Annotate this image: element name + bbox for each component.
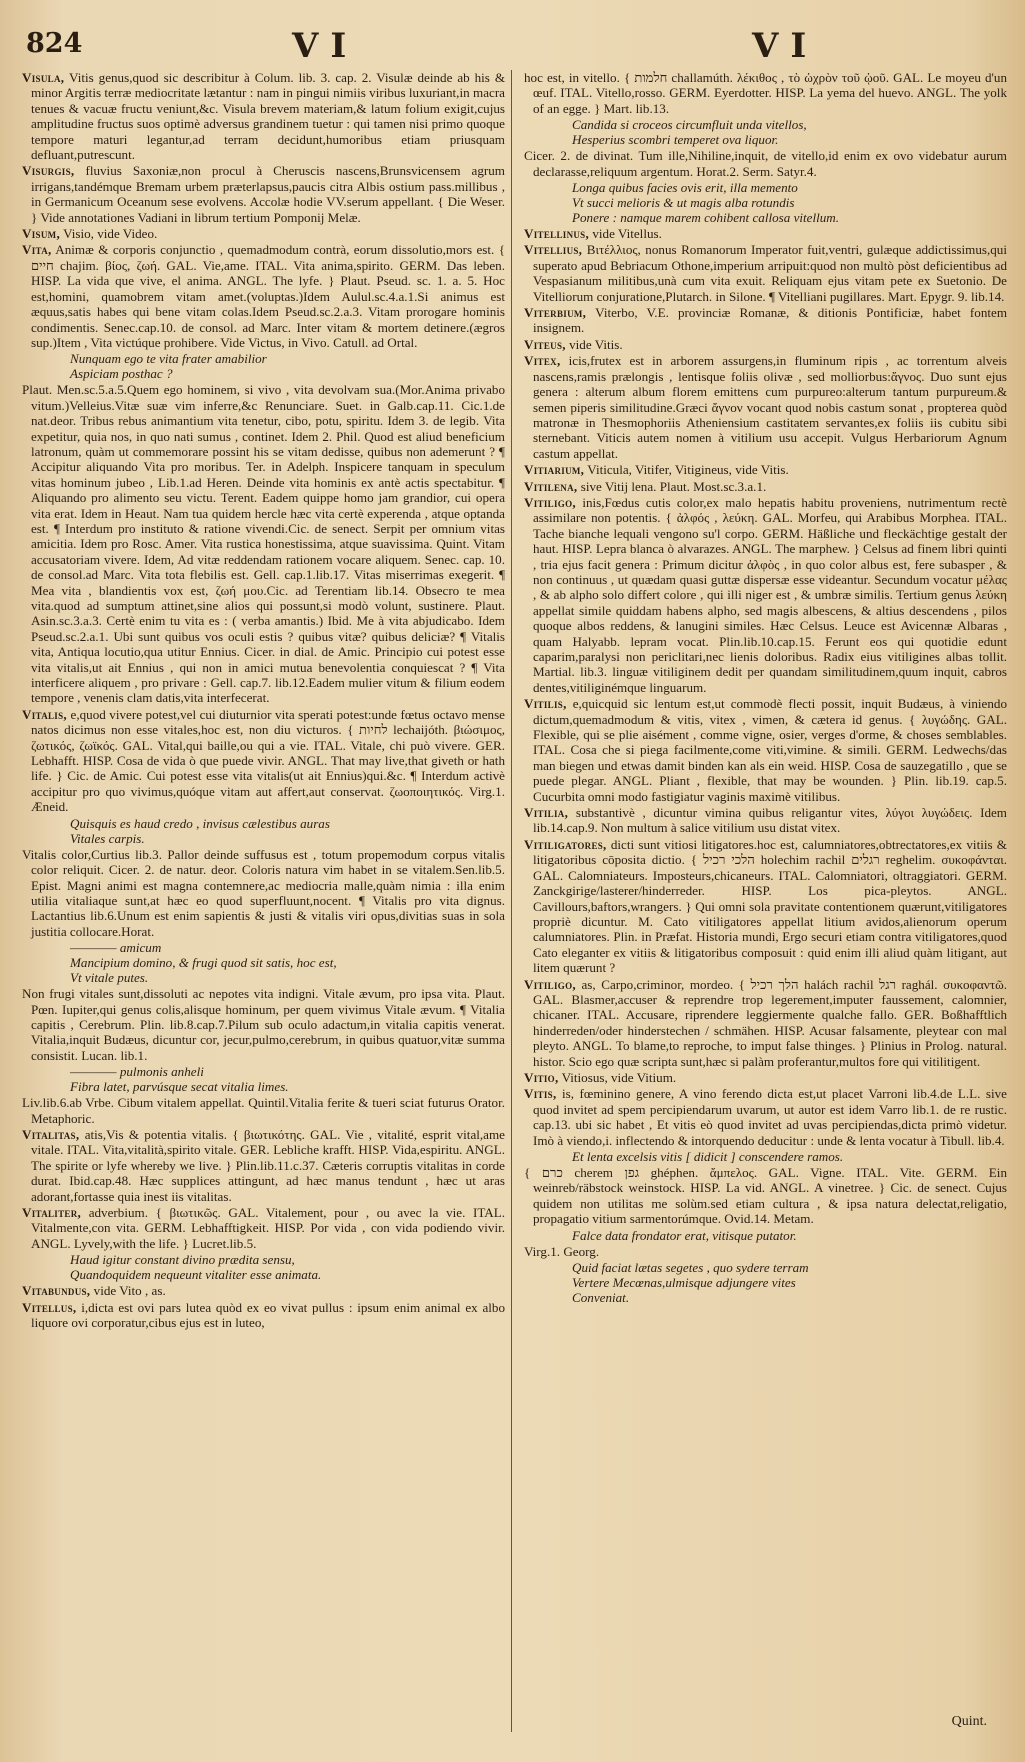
entry-paragraph: [524, 148, 1007, 179]
headword: Vitiligo,: [524, 494, 576, 510]
dictionary-entry: [524, 805, 1007, 836]
entry-text: adverbium. { βιωτικῶς. GAL. Vitalement, pour , ou avec la vie. ITAL. Vitalmente,con vita. GERM. Lebhafftigkeit. HISP. Por vida , con vida podiendo vivir. ANGL. Lyvely,with the life. } Lucret.lib.5.: [31, 1205, 505, 1251]
verse-line: Vt vitale putes.: [70, 970, 149, 986]
verse-quote: [524, 1228, 1007, 1243]
headword: Viterbium,: [524, 305, 587, 321]
dictionary-entry: [524, 305, 1007, 336]
dictionary-entry: [524, 337, 1007, 352]
entry-text: sive Vitij lena. Plaut. Most.sc.3.a.1.: [580, 478, 767, 494]
entry-paragraph: [22, 986, 505, 1063]
dictionary-entry: [22, 163, 505, 225]
running-head-right: VI: [752, 26, 819, 66]
entry-text: i,dicta est ovi pars lutea quòd ex eo vivat pullus : ipsum enim animal ex albo liquore ovi corporatur,cibus ejus est in luteo,: [31, 1299, 505, 1331]
entry-text: Vitis genus,quod sic describitur à Colum. lib. 3. cap. 2. Visulæ deinde ab his & minor Argitis terræ mediocritate lætantur : nam in pingui nimiis viribus luxuriant,in macra tenues & vacuæ fructu veniunt,&c. Visula brevem materiam,& latum folium exigit,cujus amplitudine fructus suos optimè adversus grandinem tuetur : qui tamen nisi primo quoque tempore maturi legantur,ad terram decidunt,humoribus etiam priusquam defluant,putrescunt.: [31, 70, 505, 163]
headword: Vitilena,: [524, 478, 578, 494]
entry-text: Liv.lib.6.ab Vrbe. Cibum vitalem appellat. Quintil.Vitalia ferite & tueri sciat futurus Orator. Metaphoric.: [22, 1095, 505, 1126]
headword: Vitalitas,: [22, 1126, 80, 1142]
entry-text: is, fœminino genere, A vino ferendo dicta est,ut placet Varroni lib.4.de L.L. sive quod invitet ad spem percipiendarum uvarum, ut autor est idem Varro lib.1. de re rustic. cap.13. ubi sic habet , Et vitis eò quod invitet ad uvas percipiendas,dicta primò videtur. Imò à viendo,i. inflectendo & intorquendo deducitur : unde & lenta vocatur à Tibull. lib.4.: [533, 1086, 1007, 1148]
verse-line: Hesperius scombri temperet ova liquor.: [572, 132, 779, 148]
entry-text: vide Vitellus.: [592, 226, 662, 242]
entry-paragraph: [524, 70, 1007, 116]
entry-text: { כרם cherem גפן ghéphen. ἄμπελος. GAL. Vigne. ITAL. Vite. GERM. Ein weinreb/räbstock weinstock. HISP. La vid. ANGL. A vinetree. } Cic. de senect. Cujus quidem non utilitas me solùm.sed etiam cultura , & ipsa natura delectat,religatio, propagatio vitium sarmentorúmque. Ovid.14. Metam.: [524, 1165, 1007, 1227]
headword: Vitilis,: [524, 696, 567, 712]
entry-paragraph: [22, 847, 505, 939]
headword: Vitiligatores,: [524, 836, 607, 852]
verse-line: ———— pulmonis anheli: [70, 1064, 204, 1080]
verse-line: Falce data frondator erat, vitisque putator.: [572, 1227, 797, 1243]
dictionary-entry: [22, 70, 505, 162]
entry-paragraph: [524, 1244, 1007, 1259]
entry-text: e,quod vivere potest,vel cui diuturnior vita sperati potest:unde fœtus octavo mense natos dicimus non esse vitales,hoc est, non diu victuros. { לחיות lechaijóth. βιώσιμος, ζωτικός, ζωϊκός. GAL. Vital,qui baille,ou qui a vie. ITAL. Vitale, chi può vivere. GER. Lebhafft. HISP. Cosa de vida ò que puede vivir. ANGL. That may live,that giveth or hath life. } Cic. de Amic. Cui potest esse vita vitalis(ut ait Ennius)qui.&c. ¶ Interdum activè accipitur pro quo vivimus,quóque vitam aut affert,aut conservat. ζωοποιητικός. Virg.1. Æneid.: [31, 706, 505, 815]
entry-text: as, Carpo,criminor, mordeo. { הלך רכיל halách rachil רגל raghál. συκοφαντῶ. GAL. Blasmer,accuser & reprendre trop legerement,imputer faussement, calomnier, chicaner. ITAL. Accusare, riprendere leggiermente qualche fallo. GER. Boßhafftlich hinderreden/oder hinderstechen / schmähen. HISP. Acusar falsamente, pleytear con mal pleyto. ANGL. To blame,to reproche, to imput false thinges. } Plinius in Prolog. natural. histor. Scio ego quæ scripta sunt,hæc si palàm proferantur,multos fore qui vitilitigent.: [533, 976, 1007, 1069]
verse-line: Longa quibus facies ovis erit, illa memento: [572, 180, 798, 196]
entry-text: Animæ & corporis conjunctio , quemadmodum contrà, eorum dissolutio,mors est. { חיים chajim. βίος, ζωή. GAL. Vie,ame. ITAL. Vita anima,spirito. GERM. Das leben. HISP. La vida que vive, el anima. ANGL. The lyfe. } Plaut. Pseud. sc. 1. a. 5. Hoc est,homini, quamobrem vitam amet.(voluptas.)Idem Aulul.sc.4.a.1.Si animus est æquus,satis habes qui bene vitam colas.Idem Pseud.sc.2.a.3. Vitam prorogare hominis condimentis. Senec.cap.10. de consol. ad Marc. Inter vitam & mortem detinere.(ægros sup.)Item , Vita victúque prohibere. Vide Victus, in Vivo. Catull. ad Ortal.: [31, 242, 505, 350]
entry-text: Cicer. 2. de divinat. Tum ille,Nihiline,inquit, de vitello,id enim ex ovo videbatur aurum declarasse,reliquum argentum. Horat.2. Serm. Satyr.4.: [524, 148, 1007, 179]
entry-text: dicti sunt vitiosi litigatores.hoc est, calumniatores,obtrectatores,ex vitiis & litigatoribus cōposita dictio. { הלכי רכיל holechim rachil רגלים reghelim. συκοφάνται. GAL. Calomniateurs. Imposteurs,chicaneurs. ITAL. Calomniatori, oltraggiatori. GERM. Zanckgirige/lasterer/hinderreder. HISP. Los pica-pleytos. ANGL. Cavillours,baftors,wrangers. } Qui omni sola pravitate contentionem quærunt,vitiligatores propriè dicuntur. M. Cato vitiligatores appellat litium avidos,alienorum operum calumniatores. Plin. in Præfat. Historia mundi, Ergo securi etiam contra vitiligatores,quod Cato eleganter ex vitiis & litigatoribus composuit : quid enim illi aliud quàm litigant, aut litem quærunt ?: [533, 836, 1007, 976]
entry-text: substantivè , dicuntur vimina quibus religantur vites, λύγοι λυγώδεις. Idem lib.14.cap.9. Non multum à salice vitilium usu distat vitex.: [533, 805, 1007, 836]
dictionary-entry: [524, 353, 1007, 461]
entry-text: Βιτέλλιος, nonus Romanorum Imperator fuit,ventri, gulæque addictissimus,qui superato apud Bebriacum Othone,imperium arripuit:quod non multò pòst deficientibus ad Vespasianum militibus,unà cum vita exuit. Reliquam ejus vitam pete ex Suetonio. De Vitelliorum conjuratione,Plutarch. in Silone. ¶ Vitelliani pugillares. Mart. Epygr. 9. lib.14.: [533, 242, 1007, 304]
headword: Vitabundus,: [22, 1283, 91, 1299]
verse-line: Haud igitur constant divino prædita sensu,: [70, 1252, 295, 1268]
verse-line: Mancipium domino, & frugi quod sit satis, hoc est,: [70, 955, 337, 971]
dictionary-entry: [524, 462, 1007, 477]
verse-quote: [524, 1149, 1007, 1164]
page-header: [22, 24, 1003, 72]
headword: Vitiarium,: [524, 462, 585, 478]
entry-text: Non frugi vitales sunt,dissoluti ac nepotes vita indigni. Vitale ævum, pro ipsa vita. Plaut. Pœn. Iupiter,qui genus colis,alisque hominum, per quem vivimus Vitale ævum. ¶ Vitalia capitis , Cerebrum. Plin. lib.8.cap.7.Pilum sub oculo adactum,in vitalia capitis venerat. Vitalia,inquit Budæus, dicuntur cor, jecur,pulmo,cerebrum, in quibus quatuor,vitæ summa consistit. Lucan. lib.1.: [22, 986, 505, 1063]
verse-quote: [22, 351, 505, 381]
verse-line: Quisquis es haud credo , invisus cælestibus auras: [70, 815, 330, 831]
verse-line: Conveniat.: [572, 1290, 630, 1306]
dictionary-entry: [22, 226, 505, 241]
dictionary-entry: [22, 1127, 505, 1204]
verse-quote: [524, 1260, 1007, 1305]
entry-paragraph: [22, 382, 505, 706]
dictionary-entry: [524, 495, 1007, 695]
dictionary-entry: [22, 1283, 505, 1298]
entry-text: Plaut. Men.sc.5.a.5.Quem ego hominem, si vivo , vita devolvam sua.(Mor.Anima privabo vitum.)Velleius.Vitæ suæ vim inferre,&c Renunciare. Suet. in Galb.cap.11. Cic.1.de nat.deor. Tribus rebus animantium vita tenetur, cibo, potu, spiritu. Idem 3. de legib. Vita expetitur, quia nos, in quo nati sumus , continet. Idem 2. Phil. Quod est aliud beneficium latronum, quàm ut commemorare possint his se vitam dedisse, quibus non ademerunt ? ¶ Accipitur aliquando Vita pro moribus. Ter. in Adelph. Inspicere tanquam in speculum vitas hominum jubeo , Lib.1.ad Heren. Deinde vita hominis ex antè actis spectabitur. ¶ Aliquando pro alimento seu victu. Terent. Eadem quippe homo jam grandior, cui opera vita erat. Idem in Heaut. Nam tua quidem hercle hæc vita certè experenda , atque optanda est. ¶ Interdum pro instituto & ratione vivendi.Cic. de senect. Serpit per omnium vitas amicitia. Idem pro Rosc. Amer. Vita rustica honestissima, atque suavissima. Quint. Vitam accusatoriam vivere. Idem, Ad vitæ reddendam rationem vocare aliquem. Senec. cap. 10. de consol.ad Marc. Vita tota flebilis est. Gell. cap.1.lib.17. Vitas miserrimas exegerit. ¶ Mea vita , blandientis vox est, ζωή μου.Cic. ad Terentiam lib.14. Obsecro te mea vita.quod ad sumptum attinet,sine alios qui possunt,si modò volunt, sustinere. Plaut. Asin.sc.3.a.3. Certè enim tu vita es : ( verba amantis.) Ibid. Me à vita abjudicabo. Idem Pseud.sc.2.a.1. Ubi sunt quibus vos oculi estis ? quibus vitæ? quibus deliciæ? ¶ Vitalis vita, Antiqua locutio,qua utitur Ennius. Cicer. in dial. de Amic. Principio cui potest esse vita vitalis,ut ait Ennius , qui non in amici mutua benevolentia conquiescat ? ¶ Vita interficere aliquem , pro privare : Gell. cap.7. lib.12.Eadem mulier vitum & filium eodem tempore , venenis clam datis,vita interfecerat.: [22, 382, 505, 706]
verse-line: Vt succi melioris & ut magis alba rotundis: [572, 195, 795, 211]
entry-text: atis,Vis & potentia vitalis. { βιωτικότης. GAL. Vie , vitalité, esprit vital,ame vitale. ITAL. Vita,vitalità,spirito vitale. GER. Lebliche krafft. HISP. Vida,espiritu. ANGL. The spirite or lyfe whereby we live. } Plin.lib.11.c.37. Cæteris corruptis vitalitas in corde durat. Ibid.cap.48. Hæc supplices attingunt, ad hæc manus tendunt , hæc ut aras adorant,fortasse quia inest iis vitalitas.: [31, 1126, 505, 1204]
left-column: [22, 70, 505, 1732]
entry-text: e,quicquid sic lentum est,ut commodè flecti possit, inquit Budæus, à viniendo dictum,quemadmodum & vitis, vitex , vimen, & cætera id genus. { λυγώδης. GAL. Flexible, qui se plie aisément , comme vigne, osier, verges d'orme, & choses semblables. ITAL. Cosa che si piega facilmente,come viti,vimine. & simili. GERM. Ledwechs/das man biegen und etwas damit binden kan als ein weid. HISP. Cosa de sauzegatillo , que se puede plegar. ANGL. Pliant , flexible, that may be wounden. } Plin. lib.19. cap.5. Cucurbita omni modo fastigiatur vaginis maximè vitilibus.: [533, 696, 1007, 804]
verse-line: Candida si croceos circumfluit unda vitellos,: [572, 117, 807, 133]
headword: Vitis,: [524, 1086, 557, 1102]
entry-text: Viterbo, V.E. provinciæ Romanæ, & ditionis Pontificiæ, habet fontem insignem.: [533, 305, 1007, 336]
dictionary-entry: [524, 242, 1007, 304]
verse-quote: [22, 1252, 505, 1282]
headword: Vitalis,: [22, 706, 67, 722]
entry-paragraph: [524, 1165, 1007, 1227]
headword: Vitiligo,: [524, 976, 576, 992]
verse-line: ———— amicum: [70, 940, 162, 956]
verse-line: Nunquam ego te vita frater amabilior: [70, 351, 267, 367]
headword: Viteus,: [524, 336, 566, 352]
entry-paragraph: [22, 1095, 505, 1126]
verse-line: Aspiciam posthac ?: [70, 366, 173, 382]
entry-text: fluvius Saxoniæ,non procul à Cheruscis nascens,Brunsvicensem agrum irrigans,tandémque Bremam urbem præterlapsus,paucis citra Albis ostium pass.millibus , in Germanicum Oceanum sese evolvens. Accolæ hodie VV.serum appellant. { Die Weser. } Vide annotationes Vadiani in librum tertium Pomponij Melæ.: [31, 163, 505, 225]
verse-line: Quid faciat lætas segetes , quo sydere terram: [572, 1260, 809, 1276]
verse-quote: [524, 180, 1007, 225]
verse-line: Ponere : namque marem cohibent callosa vitellum.: [572, 210, 840, 226]
verse-line: Et lenta excelsis vitis [ didicit ] conscendere ramos.: [572, 1149, 844, 1164]
verse-line: Vitales carpis.: [70, 830, 145, 846]
column-rule: [511, 70, 512, 1732]
verse-quote: [524, 117, 1007, 147]
entry-text: Viticula, Vitifer, Vitigineus, vide Vitis.: [587, 462, 789, 478]
dictionary-entry: [524, 1070, 1007, 1085]
verse-line: Quandoquidem nequeunt vitaliter esse animata.: [70, 1267, 322, 1283]
page-number: 824: [26, 28, 83, 59]
dictionary-entry: [524, 226, 1007, 241]
headword: Vitaliter,: [22, 1205, 82, 1220]
dictionary-entry: [22, 242, 505, 350]
dictionary-entry: [22, 1205, 505, 1251]
headword: Visula,: [22, 70, 65, 85]
verse-quote: [22, 1064, 505, 1094]
dictionary-entry: [524, 1086, 1007, 1148]
dictionary-entry: [22, 707, 505, 815]
entry-text: icis,frutex est in arborem assurgens,in fluminum ripis , ac torrentum alveis nascens,ramis prælongis , lentisque foliis olivæ , sed molliorbus:ἄγνος. Duo sunt ejus genera : alterum album florem emittens cum purpureo:alterum tantum purpureum.& semen piperis similitudine.Græci ἄγνον vocant quod nobis castum sonat , propterea quòd matronæ in Thesmophoriis Atheniensium castitatem servantes,ex foliis iis cubitu sibi sternebant. Viticis autem nomen à vitilium usu accepit. Vulgus Herbariorum Agnum castum appellat.: [533, 353, 1007, 461]
verse-line: Vertere Mecœnas,ulmisque adjungere vites: [572, 1275, 796, 1291]
headword: Vitex,: [524, 353, 561, 369]
headword: Vita,: [22, 242, 52, 258]
dictionary-entry: [524, 696, 1007, 804]
verse-quote: [22, 940, 505, 985]
text-columns: [22, 70, 1007, 1732]
entry-text: vide Vito , as.: [93, 1283, 166, 1299]
headword: Vitellius,: [524, 242, 583, 258]
entry-text: inis,Fœdus cutis color,ex malo hepatis habitu proveniens, nutrimentum rectè assimilare non potentis. { ἀλφός , λεύκη. GAL. Morfeu, qui Arabibus Morphea. ITAL. Tache bianche lequali vengono su'l corpo. GERM. Häßliche und fleckächtige gestalt der haut. HISP. Lepra blanca ò alvarazes. ANGL. The marphew. } Celsus ad finem libri quinti , tria ejus facit genera : Primum dicitur ἀλφὸς , in quo color albus est, fere subasper , & non continuus , ut quædam quasi guttæ dispersæ esse videantur. Secundum vocatur μέλας , & ab alpho solo differt colore , qui illi niger est , & umbræ similis. Tertium genus λεύκη appellat simile quiddam habens alpho, sed magis albescens, & altius descendens , pilos quoque albos reddens, & lanugini similes. Hæc Celsus. Leuce est Avicennæ Albaras , quam Halyabb. lepram vocat. Plin.lib.10.cap.15. Ferunt eos qui quotidie edunt caparim,paralysi non periclitari,nec lienis doloribus. Radix eius vitiligines albas tollit. Martial. lib.3. linguæ vitiliginem dedit per quandam similitudinem,quum inquit, cabros dentes,vitiliginémque linguarum.: [533, 494, 1007, 695]
entry-text: hoc est, in vitello. { חלמות challamúth. λέκιθος , τὸ ὠχρὸν τοῦ ᾠοῦ. GAL. Le moyeu d'un œuf. ITAL. Vitello,rosso. GERM. Eyerdotter. HISP. La yema del huevo. ANGL. The yolk of an egge. } Mart. lib.13.: [524, 70, 1007, 116]
dictionary-entry: [524, 977, 1007, 1069]
headword: Vitellinus,: [524, 226, 590, 242]
headword: Visum,: [22, 226, 61, 242]
verse-quote: [22, 816, 505, 846]
entry-text: Visio, vide Video.: [63, 226, 158, 242]
dictionary-entry: [524, 837, 1007, 976]
headword: Vitellus,: [22, 1299, 77, 1315]
entry-text: vide Vitis.: [569, 336, 623, 352]
dictionary-entry: [22, 1300, 505, 1331]
entry-text: Virg.1. Georg.: [524, 1243, 600, 1259]
running-head-left: VI: [292, 26, 359, 66]
entry-text: Vitalis color,Curtius lib.3. Pallor deinde suffusus est , totum propemodum corpus vitalis color reliquit. Cicer. 2. de natur. deor. Coloris natura vim habet in se vitalem.Sen.lib.5. Epist. Magni animi est magna contemnere,ac mediocria malle,quàm nimia : illa enim utilia vitaliaque sunt,at hæc eo quod superfluunt,nocent. ¶ Vitalis pro vita dignus. Lactantius lib.6.Unum est enim sapientis & justi & vitalis viri opus,divitias suas in sola justitia collocare.Horat.: [22, 846, 505, 939]
catchword: Quint.: [951, 1714, 987, 1729]
headword: Vitilia,: [524, 805, 569, 821]
right-column: [524, 70, 1007, 1732]
dictionary-entry: [524, 479, 1007, 494]
headword: Vitio,: [524, 1069, 559, 1085]
headword: Visurgis,: [22, 163, 75, 179]
entry-text: Vitiosus, vide Vitium.: [561, 1069, 677, 1085]
verse-line: Fibra latet, parvúsque secat vitalia limes.: [70, 1079, 289, 1095]
